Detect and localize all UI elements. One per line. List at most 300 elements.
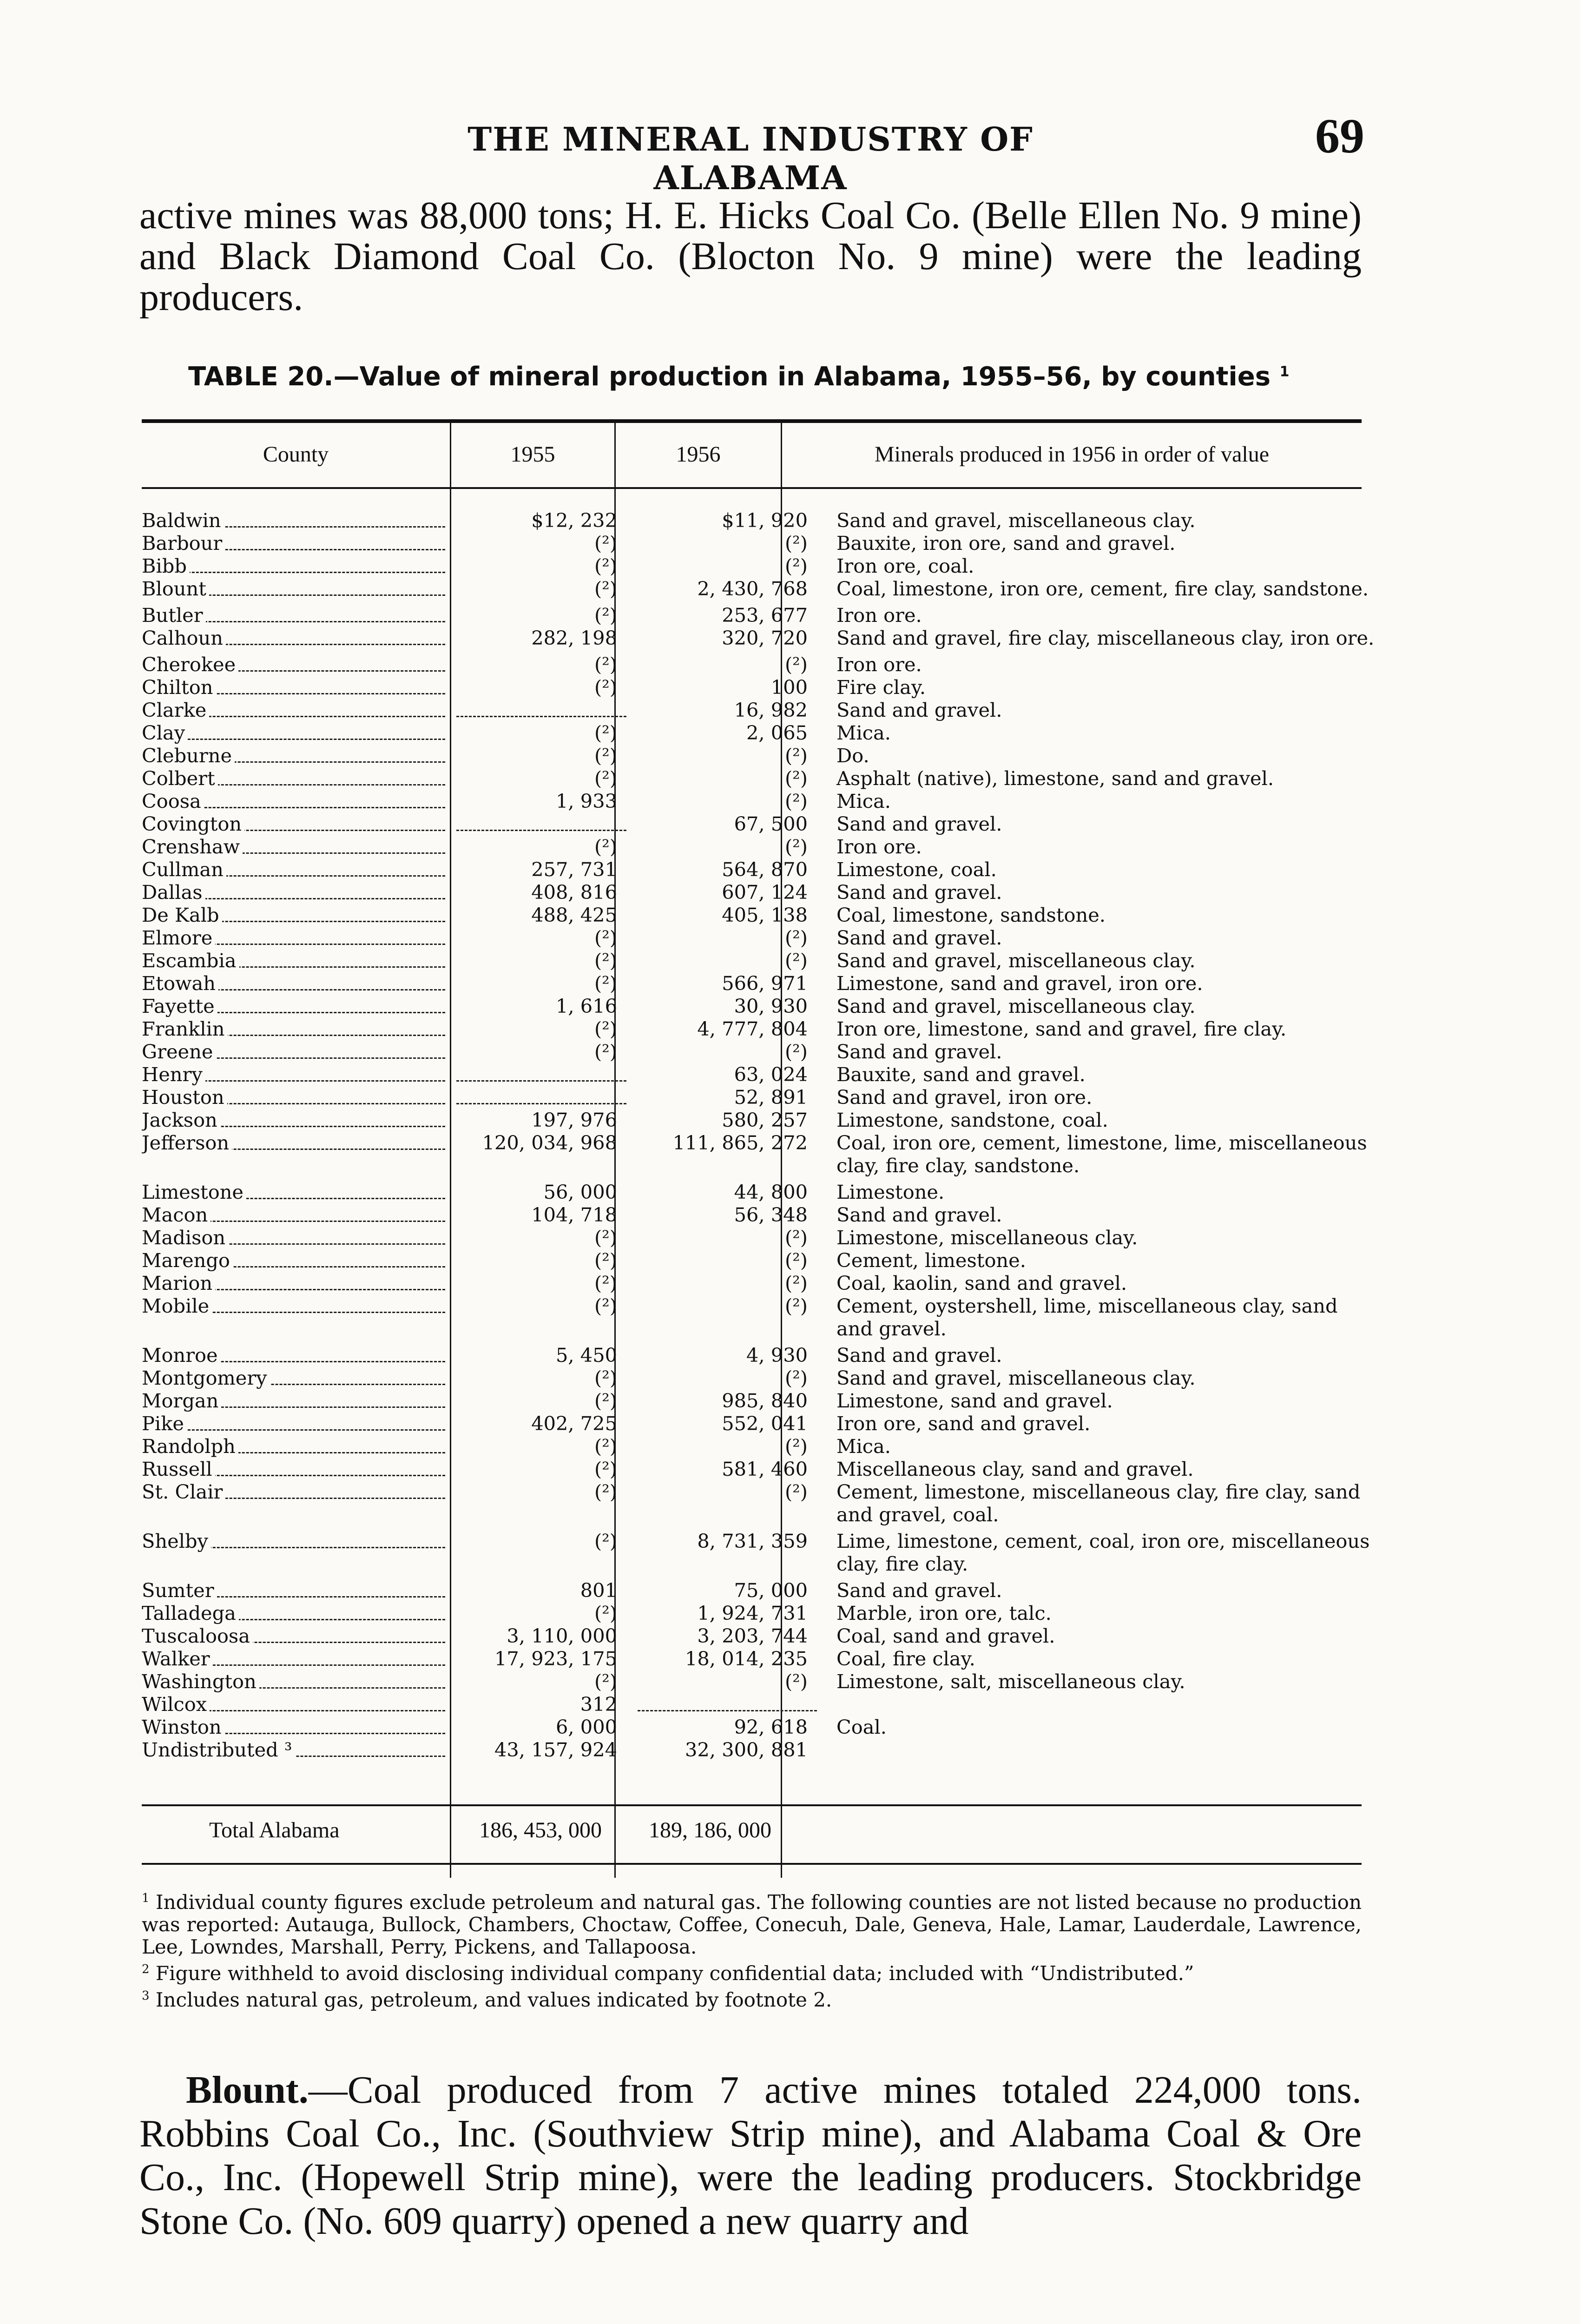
minerals-cell: Coal, limestone, sandstone. [836, 904, 1106, 926]
county-cell [142, 653, 451, 676]
table-row [142, 1670, 1376, 1693]
county-name: Cullman [142, 858, 226, 881]
value-1956-cell: 320, 720 [722, 627, 808, 649]
value-1956-cell: (²) [784, 949, 808, 972]
table-row [142, 555, 1376, 577]
county-cell [142, 858, 451, 881]
table-caption [188, 362, 1406, 392]
value-1956-cell: 1, 924, 731 [697, 1602, 808, 1624]
county-name: Covington [142, 812, 244, 835]
table-row [142, 790, 1376, 812]
table-row [142, 995, 1376, 1017]
running-head: THE MINERAL INDUSTRY OF ALABAMA [467, 120, 1034, 197]
table-row [142, 1647, 1376, 1670]
county-name: Coosa [142, 790, 204, 812]
table-row [142, 509, 1376, 532]
closing-paragraph [139, 2068, 1362, 2243]
value-1955-cell: (²) [594, 1226, 617, 1249]
county-cell [142, 1367, 451, 1389]
value-1955-cell: 17, 923, 175 [494, 1647, 617, 1670]
intro-paragraph: active mines was 88,000 tons; H. E. Hicks Coal Co. (Belle Ellen No. 9 mine) and Black Diamond Coal Co. (Blocton No. 9 mine) were the leading producers. [139, 194, 1362, 319]
value-1955-cell: (²) [594, 1435, 617, 1458]
value-1956-cell [632, 1693, 823, 1716]
value-1956-cell: 580, 257 [722, 1109, 808, 1131]
value-1955-cell: (²) [594, 1367, 617, 1389]
value-1956-cell: 4, 930 [746, 1344, 808, 1367]
table-row [142, 699, 1376, 721]
county-name: Crenshaw [142, 835, 243, 858]
value-1955-cell: 257, 731 [531, 858, 617, 881]
county-cell [142, 995, 451, 1017]
minerals-cell: Cement, oystershell, lime, miscellaneous clay, sand and gravel. [836, 1294, 1338, 1340]
minerals-cell: Coal. [836, 1716, 887, 1738]
minerals-cell: Bauxite, iron ore, sand and gravel. [836, 532, 1176, 555]
data-table [142, 509, 1376, 1761]
minerals-cell: Limestone, sandstone, coal. [836, 1109, 1108, 1131]
value-1955-cell: (²) [594, 1017, 617, 1040]
table-row [142, 744, 1376, 767]
county-cell [142, 699, 451, 721]
row-spacer [142, 1575, 1376, 1579]
table-row [142, 1203, 1376, 1226]
county-name: Chilton [142, 676, 216, 699]
table-total-rule [142, 1804, 1362, 1806]
value-1956-cell: 3, 203, 744 [697, 1624, 808, 1647]
county-name: Baldwin [142, 509, 224, 532]
minerals-cell: Iron ore, coal. [836, 555, 974, 577]
minerals-cell: Bauxite, sand and gravel. [836, 1063, 1086, 1086]
minerals-cell: Sand and gravel. [836, 1344, 1002, 1367]
minerals-cell: Iron ore, sand and gravel. [836, 1412, 1091, 1435]
value-1955-cell: (²) [594, 1670, 617, 1693]
minerals-cell: Limestone, sand and gravel, iron ore. [836, 972, 1203, 995]
value-1955-cell: 5, 450 [556, 1344, 617, 1367]
value-1955-cell: 104, 718 [531, 1203, 617, 1226]
footnote-3-text: Includes natural gas, petroleum, and values indicated by footnote 2. [155, 1988, 832, 2011]
value-1956-cell: 607, 124 [722, 881, 808, 904]
county-name: Colbert [142, 767, 218, 790]
table-row [142, 1693, 1376, 1716]
value-1956-cell: (²) [784, 1294, 808, 1317]
value-1956-cell: (²) [784, 1272, 808, 1294]
county-cell [142, 790, 451, 812]
value-1955-cell: (²) [594, 835, 617, 858]
county-cell [142, 676, 451, 699]
value-1956-cell: 18, 014, 235 [685, 1647, 808, 1670]
county-cell [142, 1458, 451, 1480]
county-name: Greene [142, 1040, 216, 1063]
minerals-cell: Sand and gravel, iron ore. [836, 1086, 1093, 1109]
minerals-cell: Sand and gravel. [836, 812, 1002, 835]
table-row [142, 1530, 1376, 1575]
value-1955-cell: (²) [594, 1458, 617, 1480]
value-1956-cell: 4, 777, 804 [697, 1017, 808, 1040]
col-header-minerals: Minerals produced in 1956 in order of value [874, 442, 1270, 467]
table-row [142, 1344, 1376, 1367]
minerals-cell: Sand and gravel, fire clay, miscellaneous clay, iron ore. [836, 627, 1375, 649]
county-cell [142, 577, 451, 600]
value-1956-cell: 67, 500 [734, 812, 808, 835]
table-row [142, 812, 1376, 835]
value-1956-cell: (²) [784, 926, 808, 949]
table-row [142, 926, 1376, 949]
table-row [142, 1738, 1376, 1761]
county-name: Fayette [142, 995, 217, 1017]
county-cell [142, 1203, 451, 1226]
table-header-rule [142, 487, 1362, 489]
value-1956-cell: (²) [784, 532, 808, 555]
table-bottom-rule [142, 1863, 1362, 1865]
table-row [142, 858, 1376, 881]
value-1955-cell: (²) [594, 721, 617, 744]
table-row [142, 1716, 1376, 1738]
table-row [142, 532, 1376, 555]
county-cell [142, 1017, 451, 1040]
value-1956-cell: (²) [784, 767, 808, 790]
county-name: Jackson [142, 1109, 220, 1131]
table-row [142, 1131, 1376, 1177]
row-spacer [142, 1526, 1376, 1530]
minerals-cell: Sand and gravel. [836, 699, 1002, 721]
county-name: Cleburne [142, 744, 235, 767]
value-1956-cell: 2, 065 [746, 721, 808, 744]
value-1955-cell: (²) [594, 926, 617, 949]
value-1955-cell: $12, 232 [531, 509, 617, 532]
county-name: Pike [142, 1412, 187, 1435]
county-name: Tuscaloosa [142, 1624, 253, 1647]
county-cell [142, 881, 451, 904]
footnote-2 [142, 1958, 1362, 1985]
county-name: Jefferson [142, 1131, 232, 1154]
minerals-cell: Limestone, salt, miscellaneous clay. [836, 1670, 1185, 1693]
county-name: Talladega [142, 1602, 239, 1624]
value-1956-cell: (²) [784, 1249, 808, 1272]
county-name: Washington [142, 1670, 259, 1693]
value-1956-cell: 52, 891 [734, 1086, 808, 1109]
county-name: Dallas [142, 881, 205, 904]
minerals-cell: Iron ore. [836, 604, 922, 627]
table-row [142, 949, 1376, 972]
county-name: Wilcox [142, 1693, 210, 1716]
table-row [142, 1579, 1376, 1602]
value-1955-cell [451, 1086, 632, 1109]
county-cell [142, 835, 451, 858]
table-row [142, 1063, 1376, 1086]
value-1956-cell: 30, 930 [734, 995, 808, 1017]
minerals-cell: Sand and gravel. [836, 881, 1002, 904]
value-1955-cell: 6, 000 [556, 1716, 617, 1738]
county-cell [142, 1579, 451, 1602]
table-row [142, 1109, 1376, 1131]
value-1955-cell: (²) [594, 532, 617, 555]
minerals-cell: Sand and gravel. [836, 926, 1002, 949]
value-1955-cell: 801 [580, 1579, 617, 1602]
minerals-cell: Sand and gravel, miscellaneous clay. [836, 995, 1196, 1017]
row-spacer [142, 1340, 1376, 1344]
county-cell [142, 1716, 451, 1738]
table-caption-footnote-mark: 1 [1279, 363, 1290, 380]
minerals-cell: Sand and gravel. [836, 1040, 1002, 1063]
county-cell [142, 949, 451, 972]
value-1956-cell: 92, 618 [734, 1716, 808, 1738]
table-row [142, 577, 1376, 600]
value-1956-cell: 16, 982 [734, 699, 808, 721]
county-cell [142, 1412, 451, 1435]
value-1955-cell [451, 699, 632, 721]
value-1955-cell: (²) [594, 653, 617, 676]
table-row [142, 1226, 1376, 1249]
value-1956-cell: 405, 138 [722, 904, 808, 926]
county-name: Barbour [142, 532, 225, 555]
value-1956-cell: (²) [784, 653, 808, 676]
county-name: Mobile [142, 1294, 212, 1317]
table-row [142, 767, 1376, 790]
closing-body: —Coal produced from 7 active mines totaled 224,000 tons. Robbins Coal Co., Inc. (Southview Strip mine), and Alabama Coal & Ore Co., Inc. (Hopewell Strip mine), were the leading producers. Stockbridge Stone Co. (No. 609 quarry) opened a new quarry and [139, 2068, 1362, 2243]
value-1955-cell: 43, 157, 924 [494, 1738, 617, 1761]
county-name: Morgan [142, 1389, 221, 1412]
total-1955: 186, 453, 000 [479, 1818, 602, 1842]
row-spacer [142, 649, 1376, 653]
table-row [142, 1412, 1376, 1435]
county-cell [142, 1530, 451, 1575]
minerals-cell: Fire clay. [836, 676, 926, 699]
county-cell [142, 1647, 451, 1670]
minerals-cell: Sand and gravel. [836, 1203, 1002, 1226]
county-name: Clarke [142, 699, 209, 721]
row-spacer [142, 600, 1376, 604]
minerals-cell: Limestone, miscellaneous clay. [836, 1226, 1138, 1249]
county-name: Marion [142, 1272, 215, 1294]
value-1956-cell: 566, 971 [722, 972, 808, 995]
value-1956-cell: (²) [784, 1435, 808, 1458]
table-row [142, 1017, 1376, 1040]
table-row [142, 604, 1376, 627]
table-row [142, 1458, 1376, 1480]
value-1955-cell: (²) [594, 1040, 617, 1063]
table-row [142, 721, 1376, 744]
value-1955-cell: (²) [594, 1249, 617, 1272]
county-name: Madison [142, 1226, 228, 1249]
value-1956-cell: (²) [784, 1480, 808, 1503]
minerals-cell: Coal, limestone, iron ore, cement, fire clay, sandstone. [836, 577, 1369, 600]
minerals-cell: Asphalt (native), limestone, sand and gravel. [836, 767, 1274, 790]
total-label: Total Alabama [209, 1818, 340, 1842]
county-cell [142, 1480, 451, 1526]
minerals-cell: Limestone, sand and gravel. [836, 1389, 1113, 1412]
minerals-cell: Miscellaneous clay, sand and gravel. [836, 1458, 1194, 1480]
county-name: Bibb [142, 555, 190, 577]
value-1956-cell: (²) [784, 555, 808, 577]
county-name: Macon [142, 1203, 211, 1226]
value-1956-cell: 2, 430, 768 [697, 577, 808, 600]
minerals-cell: Lime, limestone, cement, coal, iron ore, miscellaneous clay, fire clay. [836, 1530, 1370, 1575]
county-name: Montgomery [142, 1367, 270, 1389]
county-cell [142, 1226, 451, 1249]
county-name: Russell [142, 1458, 215, 1480]
value-1956-cell: 32, 300, 881 [685, 1738, 808, 1761]
minerals-cell: Iron ore. [836, 835, 922, 858]
minerals-cell: Sand and gravel, miscellaneous clay. [836, 1367, 1196, 1389]
value-1955-cell: (²) [594, 767, 617, 790]
minerals-cell: Coal, sand and gravel. [836, 1624, 1055, 1647]
county-cell [142, 1624, 451, 1647]
county-name: Randolph [142, 1435, 238, 1458]
minerals-cell: Iron ore, limestone, sand and gravel, fire clay. [836, 1017, 1287, 1040]
county-cell [142, 767, 451, 790]
total-1956: 189, 186, 000 [649, 1818, 771, 1842]
county-cell [142, 1131, 451, 1177]
value-1955-cell: 282, 198 [531, 627, 617, 649]
table-row [142, 1181, 1376, 1203]
value-1956-cell: 253, 677 [722, 604, 808, 627]
table-row [142, 1086, 1376, 1109]
minerals-cell: Cement, limestone. [836, 1249, 1026, 1272]
minerals-cell: Limestone, coal. [836, 858, 997, 881]
value-1956-cell: (²) [784, 1040, 808, 1063]
county-name: Sumter [142, 1579, 217, 1602]
value-1956-cell: 63, 024 [734, 1063, 808, 1086]
table-row [142, 1249, 1376, 1272]
county-cell [142, 509, 451, 532]
county-cell [142, 1670, 451, 1693]
table-row [142, 1389, 1376, 1412]
county-name: Walker [142, 1647, 213, 1670]
value-1955-cell: 120, 034, 968 [482, 1131, 617, 1154]
county-name: Escambia [142, 949, 239, 972]
table-row [142, 1435, 1376, 1458]
value-1955-cell: (²) [594, 676, 617, 699]
county-cell [142, 1738, 451, 1761]
county-name: De Kalb [142, 904, 222, 926]
footnote-2-mark: 2 [142, 1962, 150, 1976]
county-name: Undistributed ³ [142, 1738, 295, 1761]
value-1955-cell: (²) [594, 1480, 617, 1503]
footnote-2-text: Figure withheld to avoid disclosing individual company confidential data; included with “Undistributed.” [155, 1962, 1194, 1985]
county-name: Marengo [142, 1249, 233, 1272]
minerals-cell: Cement, limestone, miscellaneous clay, fire clay, sand and gravel, coal. [836, 1480, 1361, 1526]
value-1955-cell: (²) [594, 1294, 617, 1317]
county-name: Etowah [142, 972, 218, 995]
value-1955-cell: (²) [594, 577, 617, 600]
table-row [142, 1272, 1376, 1294]
value-1955-cell: (²) [594, 1530, 617, 1552]
minerals-cell: Mica. [836, 790, 891, 812]
value-1956-cell: (²) [784, 1670, 808, 1693]
county-name: St. Clair [142, 1480, 225, 1503]
county-name: Cherokee [142, 653, 238, 676]
value-1955-cell: (²) [594, 744, 617, 767]
value-1955-cell: 56, 000 [543, 1181, 617, 1203]
value-1956-cell: 56, 348 [734, 1203, 808, 1226]
table-row [142, 653, 1376, 676]
value-1956-cell: 100 [770, 676, 808, 699]
county-cell [142, 972, 451, 995]
value-1956-cell: 8, 731, 359 [697, 1530, 808, 1552]
value-1955-cell: 402, 725 [531, 1412, 617, 1435]
county-cell [142, 1272, 451, 1294]
county-cell [142, 904, 451, 926]
county-cell [142, 1693, 451, 1716]
value-1956-cell: (²) [784, 790, 808, 812]
county-cell [142, 812, 451, 835]
table-top-rule [142, 419, 1362, 423]
county-cell [142, 1109, 451, 1131]
county-cell [142, 1249, 451, 1272]
value-1955-cell [451, 812, 632, 835]
value-1956-cell: $11, 920 [722, 509, 808, 532]
value-1955-cell: 488, 425 [531, 904, 617, 926]
value-1955-cell: (²) [594, 1389, 617, 1412]
county-name: Butler [142, 604, 206, 627]
county-cell [142, 744, 451, 767]
county-name: Franklin [142, 1017, 228, 1040]
table-caption-text: TABLE 20.—Value of mineral production in Alabama, 1955–56, by counties [188, 362, 1271, 392]
table-row [142, 835, 1376, 858]
table-row [142, 627, 1376, 649]
county-cell [142, 926, 451, 949]
minerals-cell: Mica. [836, 1435, 891, 1458]
minerals-cell: Marble, iron ore, talc. [836, 1602, 1052, 1624]
page-number: 69 [1315, 109, 1364, 163]
county-name: Elmore [142, 926, 215, 949]
table-row [142, 881, 1376, 904]
footnotes [142, 1887, 1362, 2011]
county-name: Calhoun [142, 627, 226, 649]
table-row [142, 1602, 1376, 1624]
county-name: Monroe [142, 1344, 221, 1367]
minerals-cell: Coal, kaolin, sand and gravel. [836, 1272, 1127, 1294]
value-1956-cell: 552, 041 [722, 1412, 808, 1435]
value-1956-cell: 985, 840 [722, 1389, 808, 1412]
table-row [142, 676, 1376, 699]
value-1955-cell: (²) [594, 972, 617, 995]
value-1955-cell: 3, 110, 000 [507, 1624, 617, 1647]
value-1956-cell: (²) [784, 1226, 808, 1249]
table-row [142, 1480, 1376, 1526]
minerals-cell: Coal, fire clay. [836, 1647, 975, 1670]
county-name: Shelby [142, 1530, 211, 1552]
county-cell [142, 1063, 451, 1086]
footnote-1-mark: 1 [142, 1891, 150, 1905]
value-1956-cell: 581, 460 [722, 1458, 808, 1480]
minerals-cell: Do. [836, 744, 869, 767]
county-cell [142, 1181, 451, 1203]
minerals-cell: Sand and gravel, miscellaneous clay. [836, 509, 1196, 532]
table-row [142, 1624, 1376, 1647]
county-cell [142, 1435, 451, 1458]
minerals-cell [823, 1693, 1376, 1716]
minerals-cell: Mica. [836, 721, 891, 744]
value-1955-cell: (²) [594, 1602, 617, 1624]
minerals-cell: Iron ore. [836, 653, 922, 676]
col-header-county: County [263, 442, 329, 467]
minerals-cell: Sand and gravel. [836, 1579, 1002, 1602]
county-name: Blount [142, 577, 209, 600]
minerals-cell: Sand and gravel, miscellaneous clay. [836, 949, 1196, 972]
value-1956-cell: 111, 865, 272 [672, 1131, 808, 1154]
value-1955-cell: (²) [594, 604, 617, 627]
table-row [142, 1367, 1376, 1389]
value-1955-cell: (²) [594, 555, 617, 577]
county-cell [142, 627, 451, 649]
footnote-1 [142, 1887, 1362, 1958]
county-cell [142, 1294, 451, 1340]
value-1955-cell: 312 [580, 1693, 617, 1716]
value-1955-cell: (²) [594, 1272, 617, 1294]
county-name: Limestone [142, 1181, 246, 1203]
value-1955-cell [451, 1063, 632, 1086]
county-name: Winston [142, 1716, 224, 1738]
